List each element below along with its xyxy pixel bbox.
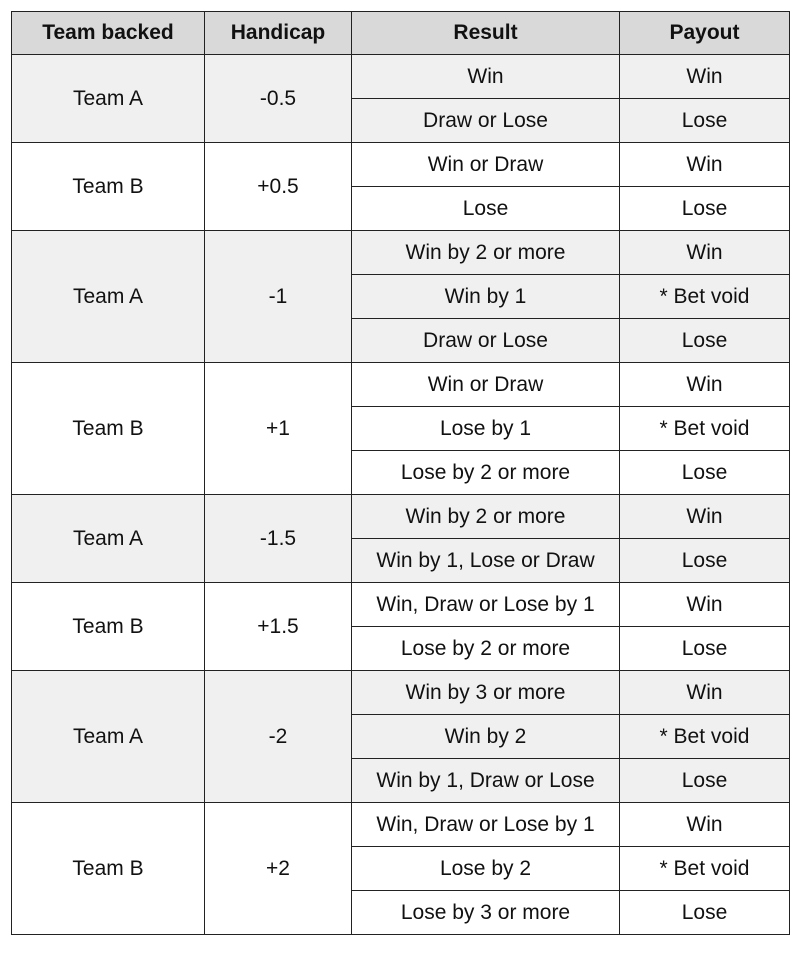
payout-cell: Win (620, 583, 790, 627)
payout-cell: * Bet void (620, 715, 790, 759)
result-cell: Win, Draw or Lose by 1 (352, 583, 620, 627)
result-cell: Win by 1 (352, 275, 620, 319)
payout-cell: * Bet void (620, 847, 790, 891)
payout-cell: * Bet void (620, 275, 790, 319)
header-handicap: Handicap (205, 12, 352, 55)
payout-cell: Win (620, 671, 790, 715)
handicap-cell: +1.5 (205, 583, 352, 671)
result-cell: Win (352, 55, 620, 99)
handicap-cell: -0.5 (205, 55, 352, 143)
team-backed-cell: Team B (12, 803, 205, 935)
handicap-cell: +2 (205, 803, 352, 935)
result-cell: Win, Draw or Lose by 1 (352, 803, 620, 847)
payout-cell: Lose (620, 99, 790, 143)
payout-cell: Win (620, 143, 790, 187)
payout-cell: Win (620, 55, 790, 99)
result-cell: Win by 2 or more (352, 495, 620, 539)
header-payout: Payout (620, 12, 790, 55)
handicap-cell: +1 (205, 363, 352, 495)
result-cell: Lose by 2 (352, 847, 620, 891)
result-cell: Win by 2 (352, 715, 620, 759)
result-cell: Draw or Lose (352, 319, 620, 363)
payout-cell: Win (620, 363, 790, 407)
handicap-table (11, 11, 790, 935)
payout-cell: Lose (620, 627, 790, 671)
handicap-cell: -1 (205, 231, 352, 363)
payout-cell: Lose (620, 759, 790, 803)
table-row (12, 143, 790, 187)
payout-cell: Lose (620, 539, 790, 583)
team-backed-cell: Team B (12, 363, 205, 495)
header-row (12, 12, 790, 55)
payout-cell: Lose (620, 319, 790, 363)
table-row (12, 55, 790, 99)
header-result: Result (352, 12, 620, 55)
table-row (12, 495, 790, 539)
handicap-cell: -1.5 (205, 495, 352, 583)
result-cell: Lose by 3 or more (352, 891, 620, 935)
result-cell: Win by 1, Draw or Lose (352, 759, 620, 803)
team-backed-cell: Team B (12, 583, 205, 671)
payout-cell: Lose (620, 451, 790, 495)
table-row (12, 671, 790, 715)
team-backed-cell: Team B (12, 143, 205, 231)
result-cell: Win by 1, Lose or Draw (352, 539, 620, 583)
header-team-backed: Team backed (12, 12, 205, 55)
handicap-cell: +0.5 (205, 143, 352, 231)
table-body (12, 55, 790, 935)
result-cell: Win by 3 or more (352, 671, 620, 715)
payout-cell: Lose (620, 187, 790, 231)
result-cell: Win or Draw (352, 363, 620, 407)
result-cell: Win or Draw (352, 143, 620, 187)
team-backed-cell: Team A (12, 495, 205, 583)
team-backed-cell: Team A (12, 55, 205, 143)
table-row (12, 803, 790, 847)
result-cell: Draw or Lose (352, 99, 620, 143)
result-cell: Lose by 1 (352, 407, 620, 451)
handicap-cell: -2 (205, 671, 352, 803)
table-row (12, 231, 790, 275)
result-cell: Lose (352, 187, 620, 231)
table-row (12, 363, 790, 407)
result-cell: Lose by 2 or more (352, 627, 620, 671)
team-backed-cell: Team A (12, 231, 205, 363)
result-cell: Win by 2 or more (352, 231, 620, 275)
payout-cell: Lose (620, 891, 790, 935)
payout-cell: Win (620, 803, 790, 847)
team-backed-cell: Team A (12, 671, 205, 803)
result-cell: Lose by 2 or more (352, 451, 620, 495)
payout-cell: Win (620, 231, 790, 275)
payout-cell: * Bet void (620, 407, 790, 451)
payout-cell: Win (620, 495, 790, 539)
table-row (12, 583, 790, 627)
